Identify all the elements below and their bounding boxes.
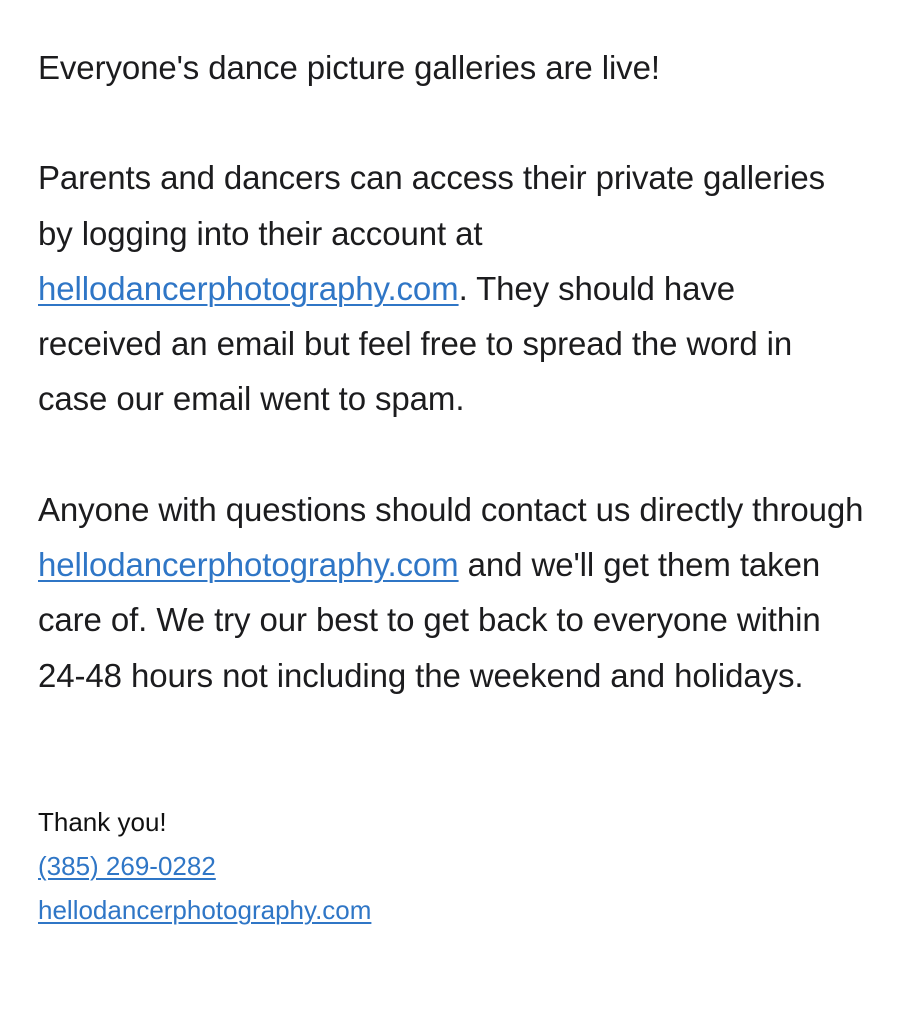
message-heading: Everyone's dance picture galleries are live! — [38, 49, 660, 86]
phone-link[interactable]: (385) 269-0282 — [38, 851, 216, 881]
signature-phone-line — [38, 844, 638, 888]
signature-closing: Thank you! — [38, 807, 167, 837]
paragraph-spacer — [38, 95, 868, 150]
signature-block — [38, 800, 638, 932]
website-link[interactable]: hellodancerphotography.com — [38, 269, 459, 307]
message-body — [38, 40, 868, 703]
signature-website-link[interactable]: hellodancerphotography.com — [38, 895, 372, 925]
paragraph-spacer — [38, 427, 868, 482]
paragraph2-text-before: Anyone with questions should contact us directly through — [38, 490, 864, 528]
gallery-access-paragraph — [38, 150, 868, 426]
website-link[interactable]: hellodancerphotography.com — [38, 546, 459, 584]
paragraph1-text-before: Parents and dancers can access their private galleries by logging into their account at — [38, 159, 826, 252]
paragraph1-text-after: . They should have received an email but feel free to spread the word in case our email went to spam. — [38, 269, 793, 418]
paragraph2-text-after: and we'll get them taken care of. We try our best to get back to everyone within 24-48 hours not including the weekend and holidays. — [38, 546, 821, 694]
contact-paragraph — [38, 482, 868, 703]
signature-website-line — [38, 888, 638, 932]
